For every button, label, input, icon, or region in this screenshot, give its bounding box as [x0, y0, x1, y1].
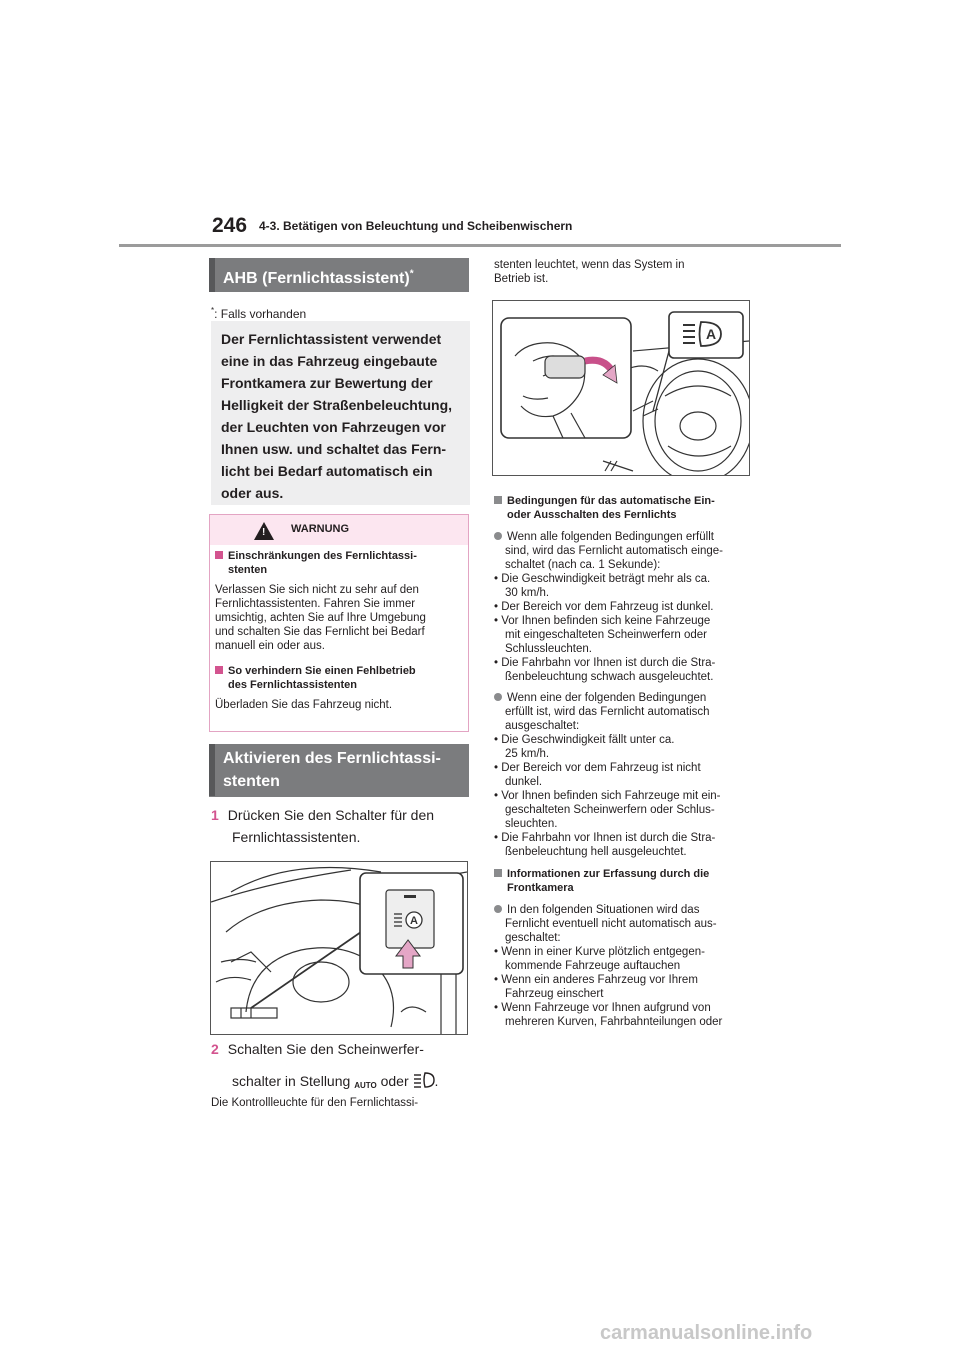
headlight-icon [413, 1072, 435, 1094]
list-item: • Die Geschwindigkeit fällt unter ca. [494, 734, 675, 746]
list-item: • Der Bereich vor dem Fahrzeug ist nicht [494, 762, 701, 774]
list-item: • Der Bereich vor dem Fahrzeug ist dunkel. [494, 601, 714, 613]
chapter-title: 4-3. Betätigen von Beleuchtung und Scheibenwischern [259, 219, 573, 233]
subheading-conditions: Bedingungen für das automatische Ein- [494, 494, 756, 508]
header-rule [119, 244, 841, 247]
auto-position-icon: AUTO [354, 1081, 377, 1090]
footnote: *: Falls vorhanden [211, 306, 307, 321]
list-item: • Vor Ihnen befinden sich Fahrzeuge mit ein- [494, 790, 721, 802]
warning-header: ! WARNUNG [210, 515, 468, 545]
step-2: 2 Schalten Sie den Scheinwerfer- schalter in Stellung AUTO oder . [211, 1038, 471, 1097]
section-title-ahb: AHB (Fernlichtassistent)* [209, 258, 469, 292]
intro-box: Der Fernlichtassistent verwendet eine in das Fahrzeug eingebaute Frontkamera zur Bewertung der Helligkeit der Straßenbeleuchtung, der Leuchten von Fahrzeugen vor Ihnen usw. und schaltet das Fern- licht bei Bedarf automatisch ein oder aus. [211, 321, 470, 505]
list-item: • Wenn in einer Kurve plötzlich entgegen- [494, 946, 705, 958]
figure-indicator [492, 300, 750, 476]
page-number: 246 [212, 214, 248, 237]
warning-heading-1: Einschränkungen des Fernlichtassi- [215, 549, 465, 563]
steering-switch-illustration [211, 862, 467, 1034]
watermark: carmanualsonline.info [600, 1322, 813, 1344]
indicator-illustration [493, 301, 749, 475]
list-item: • Die Geschwindigkeit beträgt mehr als ca. [494, 573, 711, 585]
indicator-text-left: Die Kontrollleuchte für den Fernlichtassi- [211, 1097, 419, 1109]
list-item: • Vor Ihnen befinden sich keine Fahrzeuge [494, 615, 711, 627]
right-column-text: Bedingungen für das automatische Ein- oder Ausschalten des Fernlichts Wenn alle folgenden Bedingungen erfüllt sind, wird das Fernlicht automatisch einge- schaltet (nach ca. 1 Sekunde): • Die Geschwindigkeit beträgt mehr als ca. 30 km/h. • Der Bereich vor dem Fahrzeug ist dunkel. • Vor Ihnen befinden sich keine Fahrzeuge mit eingeschalteten Scheinwerfern oder Schlussleuchten. • Die Fahrbahn vor Ihnen ist durch die Stra- ßenbeleuchtung schwach ausgeleuchtet. Wenn eine der folgenden Bedingungen erfüllt ist, wird das Fernlicht automatisch ausgeschaltet: • Die Geschwindigkeit fällt unter ca. 25 km/h. • Der Bereich vor dem Fahrzeug ist nicht dunkel. • Vor Ihnen befinden sich Fahrzeuge mit ein- geschalteten Scheinwerfern oder Schlus- sleuchten. • Die Fahrbahn vor Ihnen ist durch die Stra- ßenbeleuchtung hell ausgeleuchtet. Informationen zur Erfassung durch die Frontkamera In den folgenden Situationen wird das Fernlicht eventuell nicht automatisch aus- geschaltet: • Wenn in einer Kurve plötzlich entgegen- kommende Fahrzeuge auftauchen • Wenn ein anderes Fahrzeug vor Ihrem Fahrzeug einschert • Wenn Fahrzeuge vor Ihnen aufgrund von mehreren Kurven, Fahrbahnteilungen oder [494, 494, 756, 1029]
section-title-activate: Aktivieren des Fernlichtassi- stenten [209, 744, 469, 796]
warning-heading-2: So verhindern Sie einen Fehlbetrieb [215, 664, 465, 678]
step-1: 1 Drücken Sie den Schalter für den Fernlichtassistenten. [211, 807, 435, 845]
subheading-camera: Informationen zur Erfassung durch die [494, 867, 756, 881]
list-item: • Die Fahrbahn vor Ihnen ist durch die Stra- [494, 657, 716, 669]
list-item: • Wenn ein anderes Fahrzeug vor Ihrem [494, 974, 698, 986]
fig1-label: A [410, 915, 418, 927]
fig2-label: A [705, 326, 717, 342]
list-item: • Die Fahrbahn vor Ihnen ist durch die Stra- [494, 832, 716, 844]
warning-box: ! WARNUNG Einschränkungen des Fernlichtassi- stenten Verlassen Sie sich nicht zu sehr auf den Fernlichtassistenten. Fahren Sie immer umsichtig, achten Sie auf Ihre Umgebung und schalten Sie das Fernlicht bei Bedarf manuell ein oder aus. So verhindern Sie einen Fehlbetrieb des Fernlichtassistenten Überladen Sie das Fahrzeug nicht. [209, 514, 469, 732]
list-item: • Wenn Fahrzeuge vor Ihnen aufgrund von [494, 1002, 711, 1014]
indicator-text-right: stenten leuchtet, wenn das System in Betrieb ist. [494, 259, 685, 285]
figure-ahb-switch [210, 861, 468, 1035]
